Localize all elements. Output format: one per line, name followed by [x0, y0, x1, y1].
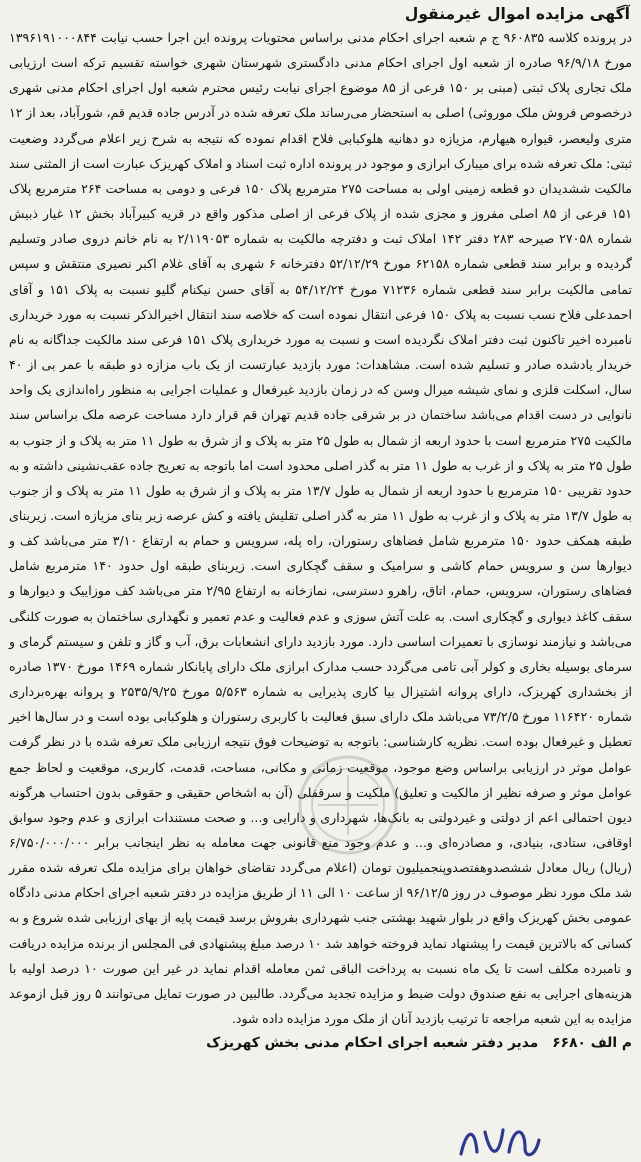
notice-title: آگهی مزایده اموال غیرمنقول [404, 5, 630, 23]
handwritten-mark-icon [455, 1118, 545, 1162]
notice-code: م الف ۶۶۸۰ [552, 1035, 632, 1052]
notice-body: در پرونده کلاسه ۹۶۰۸۳۵ ج م شعبه اجرای احکام مدنی براساس محتویات پرونده این اجرا حسب نیابت ۱۳۹۶۱۹۱۰۰۰۸۴۴ مورخ ۹۶/۹/۱۸ صادره از شعبه اول اجرای احکام مدنی دادگستری شهرستان شهری خواسته تقسیم ترکه است ارزیابی ملک تجاری پلاک ثبتی (مبنی بر ۱۵۰ فرعی از ۸۵ موضوع اجرای نیابت رئیس محترم شعبه اول اجرای احکام مدنی شهری درخصوص فروش ملک موروثی) اصلی به استحضار می‌رساند ملک تعرفه شده در آدرس جاده قدیم قم، شورآباد، بعد از ۱۲ متری ولیعصر، قیواره هیهارم، مزیازه دو دهانیه هلوکبابی فلاح اقدام نموده که نتیجه به شرح زیر اعلام می‌گردد وضعیت ثبتی: ملک تعرفه شده برای میبارک ابرازی و موجود در پرونده اداره ثبت اسناد و املاک کهریزک عبارت است از المثنی سند مالکیت ششدیدان دو قطعه زمینی اولی به مساحت ۲۷۵ مترمربع پلاک ۱۵۰ فرعی و دومی به مساحت ۲۶۴ مترمربع پلاک ۱۵۱ فرعی از ۸۵ اصلی مفروز و مجزی شده از پلاک فرعی از اصلی مذکور واقع در قریه کبیرآباد بخش ۱۲ غیار ذبیش شماره ۲۷۰۵۸ صیرحه ۲۸۳ دفتر ۱۴۲ املاک ثبت و دفترچه مالکیت به شماره ۲/۱۱۹۰۵۳ به نام خانم دروی صادر وتسلیم گردیده و برابر سند قطعی شماره ۶۲۱۵۸ مورخ ۵۲/۱۲/۲۹ دفترخانه ۶ شهری به آقای غلام اکبر نصیری منتقش و سپس تمامی مالکیت برابر سند قطعی شماره ۷۱۲۳۶ مورخ ۵۴/۱۲/۲۴ به آقای حسن نیکنام گلیو نسبت به پلاک ۱۵۱ و آقای احمدعلی فلاح نسب نسبت به پلاک ۱۵۰ فرعی انتقال نموده است که خلاصه سند انتقال اخیرالذکر نسبت به مورد خریداری نامبرده اخیر تاکنون ثبت دفتر املاک نگردیده است و نسبت به مورد خریداری پلاک ۱۵۱ فرعی سند مالکیت جداگانه به نام خریدار یادشده صادر و تسلیم شده است. مشاهدات: مورد بازدید عبارتست از یک باب مزازه دو طبقه با عمر بی از ۴۰ سال، اسکلت فلزی و نمای شیشه میرال وسن که در زمان بازدید غیرفعال و عملیات اجرایی به منظور راه‌اندازی یک واحد نانوایی در دست اقدام می‌باشد ساختمان در بر شرقی جاده قدیم تهران قم قرار دارد مساحت عرصه ملک براساس سند مالکیت ۲۷۵ مترمربع است با حدود اربعه از شمال به طول ۲۵ متر به پلاک و از شرق به طول ۱۱ متر به پلاک و از جنوب به طول ۲۵ متر به پلاک و از غرب به طول ۱۱ متر به گذر اصلی محدود است اما باتوجه به تعریح جاده عقب‌نشینی داشته و به حدود تقریبی ۱۵۰ مترمربع با حدود اربعه از شمال به طول ۱۳/۷ متر به پلاک و از شرق به طول ۱۱ متر به پلاک و از جنوب به طول ۱۳/۷ متر به پلاک و از غرب به طول ۱۱ متر به گذر اصلی تقلیش یافته و کش عرصه زیر بنای مزیازه است. زیربنای طبقه همکف حدود ۱۵۰ مترمربع شامل فضاهای رستوران، راه پله، سرویس و حمام به ارتفاع ۳/۱۰ متر می‌باشد کف و دیوارها سن و سرویس حمام کاشی و سرامیک و سقف گچکاری است. زیربنای طبقه اول حدود ۱۴۰ مترمربع شامل فضاهای رستوران، سرویس، حمام، اتاق، راهرو دسترسی، نمازخانه به ارتفاع ۲/۹۵ متر می‌باشد کف موزاییک و دیوارها و سقف کاغذ دیواری و گچکاری است. به علت آتش سوزی و عدم فعالیت و عدم تعمیر و نگهداری ساختمان به صورت کلنگی می‌باشد و نیازمند نوسازی با تعمیرات اساسی دارد. مورد بازدید دارای انشعابات برق، آب و گاز و تلفن و سیستم گرمای و سرمای بوسیله بخاری و کولر آبی تامی می‌گردد حسب مدارک ابرازی ملک دارای پایانکار شماره ۱۴۶۹ مورخ ۱۳۷۰ صادره از بخشداری کهریزک، دارای پروانه اشتیزال بیا کاری پذیرایی به شماره ۵/۵۶۳ مورخ ۲۵۳۵/۹/۲۵ و پروانه بهره‌برداری شماره ۱۱۶۴۲۰ مورخ ۷۳/۲/۵ می‌باشد ملک دارای سبق فعالیت با کاربری رستوران و هلوکبابی بوده است و در سال‌ها اخیر تعطیل و غیرفعال بوده است. نظریه کارشناسی: باتوجه به توضیحات فوق نتیجه ارزیابی ملک تعرفه شده با در نظر گرفت عوامل موثر در ارزیابی براساس وضع موجود، موقعیت زمانی و مکانی، مساحت، قدمت، کاربری، موقعیت و لحاظ جمع عوامل موثر و صرفه نظیر از مالکیت و تعلیق) ملکیت و سرقفلی (آن به اشخاص حقیقی و حقوقی بدون احتساب هرگونه دیون احتمالی اعم از دولتی و غیردولتی به بانک‌ها، شهرداری و دارایی و... و صحت مستندات ابرازی و عدم وجود سوابق اوقافی، ستادی، بنیادی، و مصادره‌ای و... و عدم وجود منع قانونی جهت معامله به نظر اینجانب برابر ۶/۷۵۰/۰۰۰/۰۰۰ (ریال) ریال معادل ششصدوهفتصدوپنجمیلیون تومان (اعلام می‌گردد تقاضای خواهان برای مزایده ملک تعرفه شده مقرر شد ملک مورد نظر موصوف در روز ۹۶/۱۲/۵ از ساعت ۱۰ الی ۱۱ از طریق مزایده در دفتر شعبه اجرای احکام مدنی دادگاه عمومی بخش کهریزک واقع در بلوار شهید بهشتی جنب شهرداری بفروش برسد قیمت پایه از بهای ارزیابی شده شروع و به کسانی که بالاترین قیمت را پیشنهاد نماید فروخته خواهد شد ۱۰ درصد مبلغ پیشنهادی فی المجلس از برنده مزایده دریافت و نامبرده مکلف است تا یک ماه نسبت به پرداخت الباقی ثمن معامله اقدام نماید در غیر این صورت ۱۰ درصد اولیه با هزینه‌های اجرایی به نفع صندوق دولت ضبط و مزایده تجدید می‌گردد. طالبین در صورت تمایل می‌توانند ۵ روز قبل ازموعد مزایده به این شعبه مراجعه تا ترتیب بازدید آنان از ملک مورد مزایده داده شود. [9, 30, 633, 1027]
notice-signer: مدیر دفتر شعبه اجرای احکام مدنی بخش کهریزک [206, 1035, 539, 1052]
notice-signature [9, 1032, 632, 1054]
